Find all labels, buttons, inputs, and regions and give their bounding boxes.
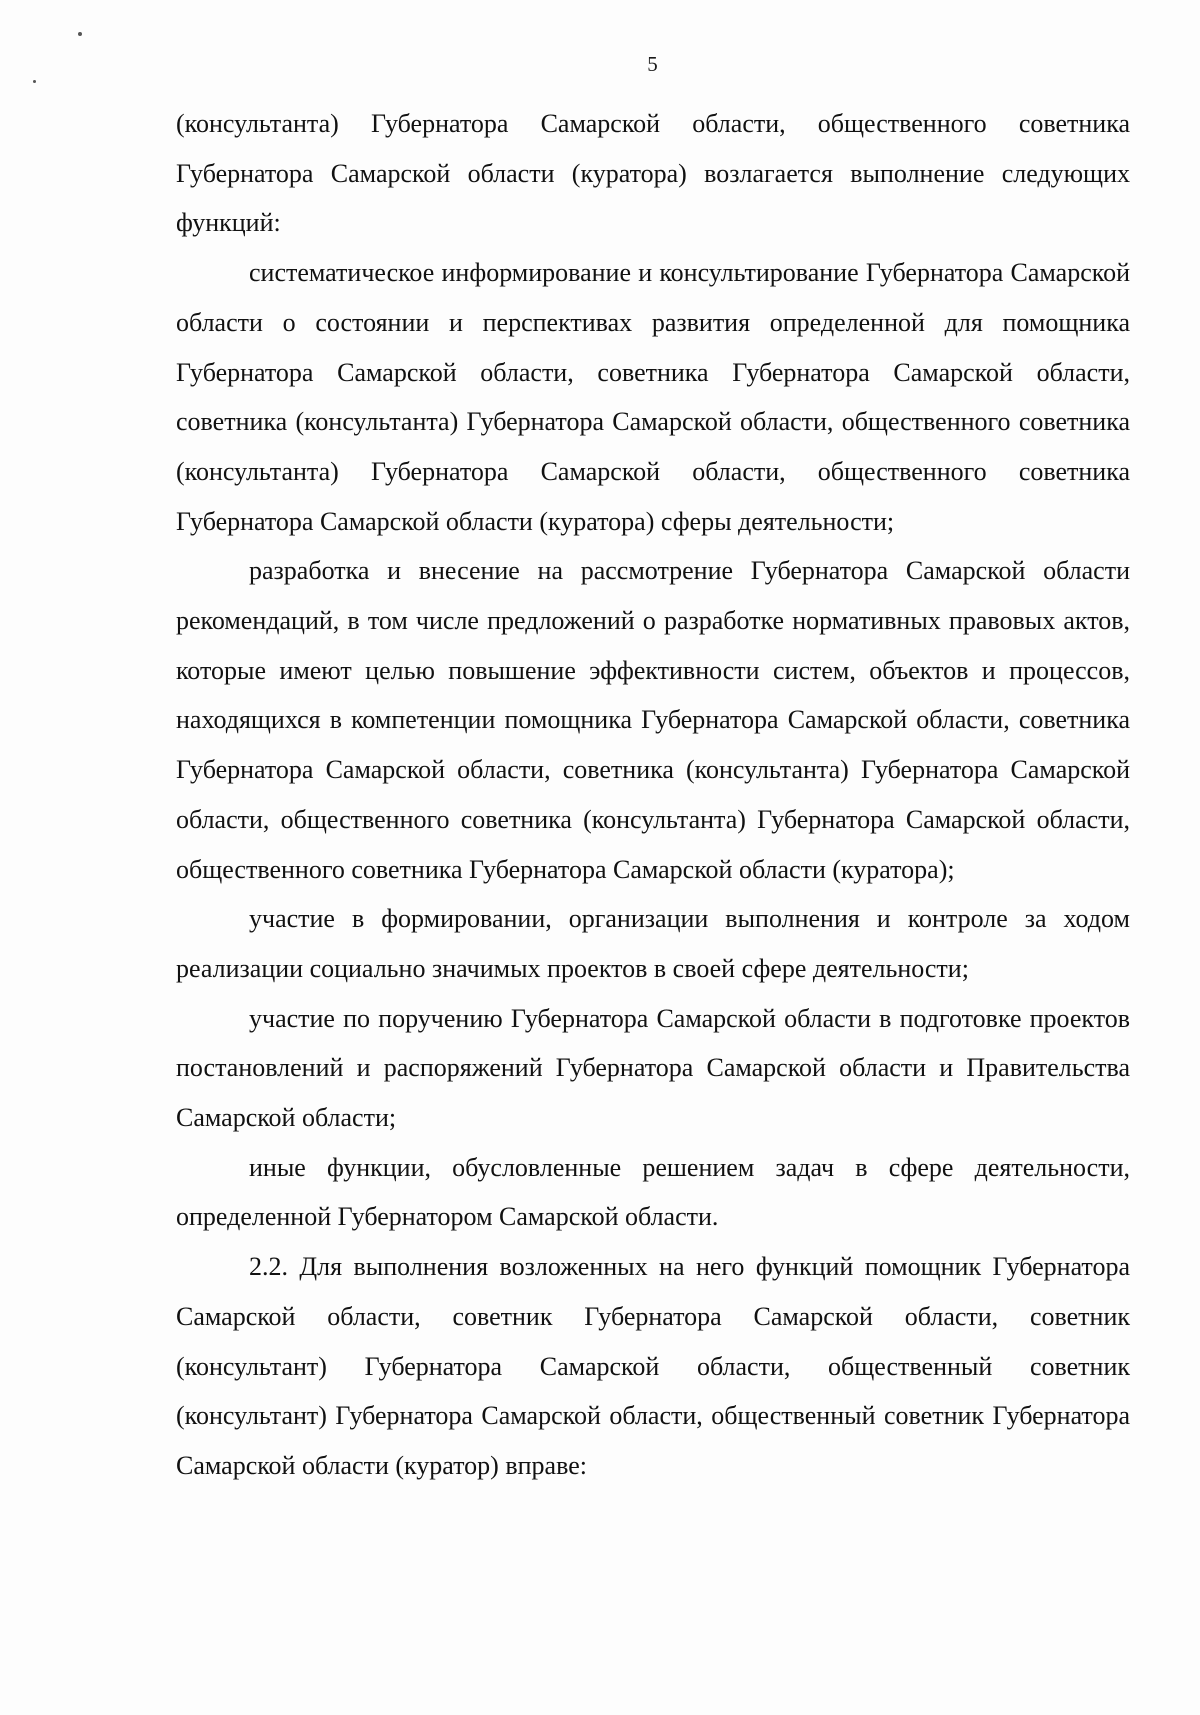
paragraph-item-projects: участие в формировании, организации выполнения и контроле за ходом реализации социально значимых проектов в своей сфере деятельности; — [176, 904, 1130, 983]
paragraph-section-2-2: 2.2. Для выполнения возложенных на него функций помощник Губернатора Самарской области, советник Губернатора Самарской области, советник (консультант) Губернатора Самарской области, общественный советник (консультант) Губернатора Самарской области, общественный советник Губернатора Самарской области (куратор) вправе: — [176, 1252, 1130, 1480]
paragraph-item-other-functions: иные функции, обусловленные решением задач в сфере деятельности, определенной Губернатором Самарской области. — [176, 1152, 1130, 1232]
page-number: 5 — [647, 52, 658, 76]
paragraph-item-drafting: участие по поручению Губернатора Самарской области в подготовке проектов постановлений и распоряжений Губернатора Самарской области и Правительства Самарской области; — [176, 1003, 1130, 1133]
scan-speck — [33, 80, 36, 83]
document-body — [176, 99, 1130, 1491]
scan-speck — [78, 32, 82, 36]
paragraph-continuation: (консультанта) Губернатора Самарской области, общественного советника Губернатора Самарской области (куратора) возлагается выполнение следующих функций: — [176, 109, 1130, 238]
paragraph-item-informing: систематическое информирование и консультирование Губернатора Самарской области о состоянии и перспективах развития определенной для помощника Губернатора Самарской области, советника Губернатора Самарской области, советника (консультанта) Губернатора Самарской области, общественного советника (консультанта) Губернатора Самарской области, общественного советника Губернатора Самарской области (куратора) сферы деятельности; — [176, 258, 1130, 536]
paragraph-item-recommendations: разработка и внесение на рассмотрение Губернатора Самарской области рекомендаций, в том числе предложений о разработке нормативных правовых актов, которые имеют целью повышение эффективности систем, объектов и процессов, находящихся в компетенции помощника Губернатора Самарской области, советника Губернатора Самарской области, советника (консультанта) Губернатора Самарской области, общественного советника (консультанта) Губернатора Самарской области, общественного советника Губернатора Самарской области (куратора); — [176, 556, 1130, 884]
